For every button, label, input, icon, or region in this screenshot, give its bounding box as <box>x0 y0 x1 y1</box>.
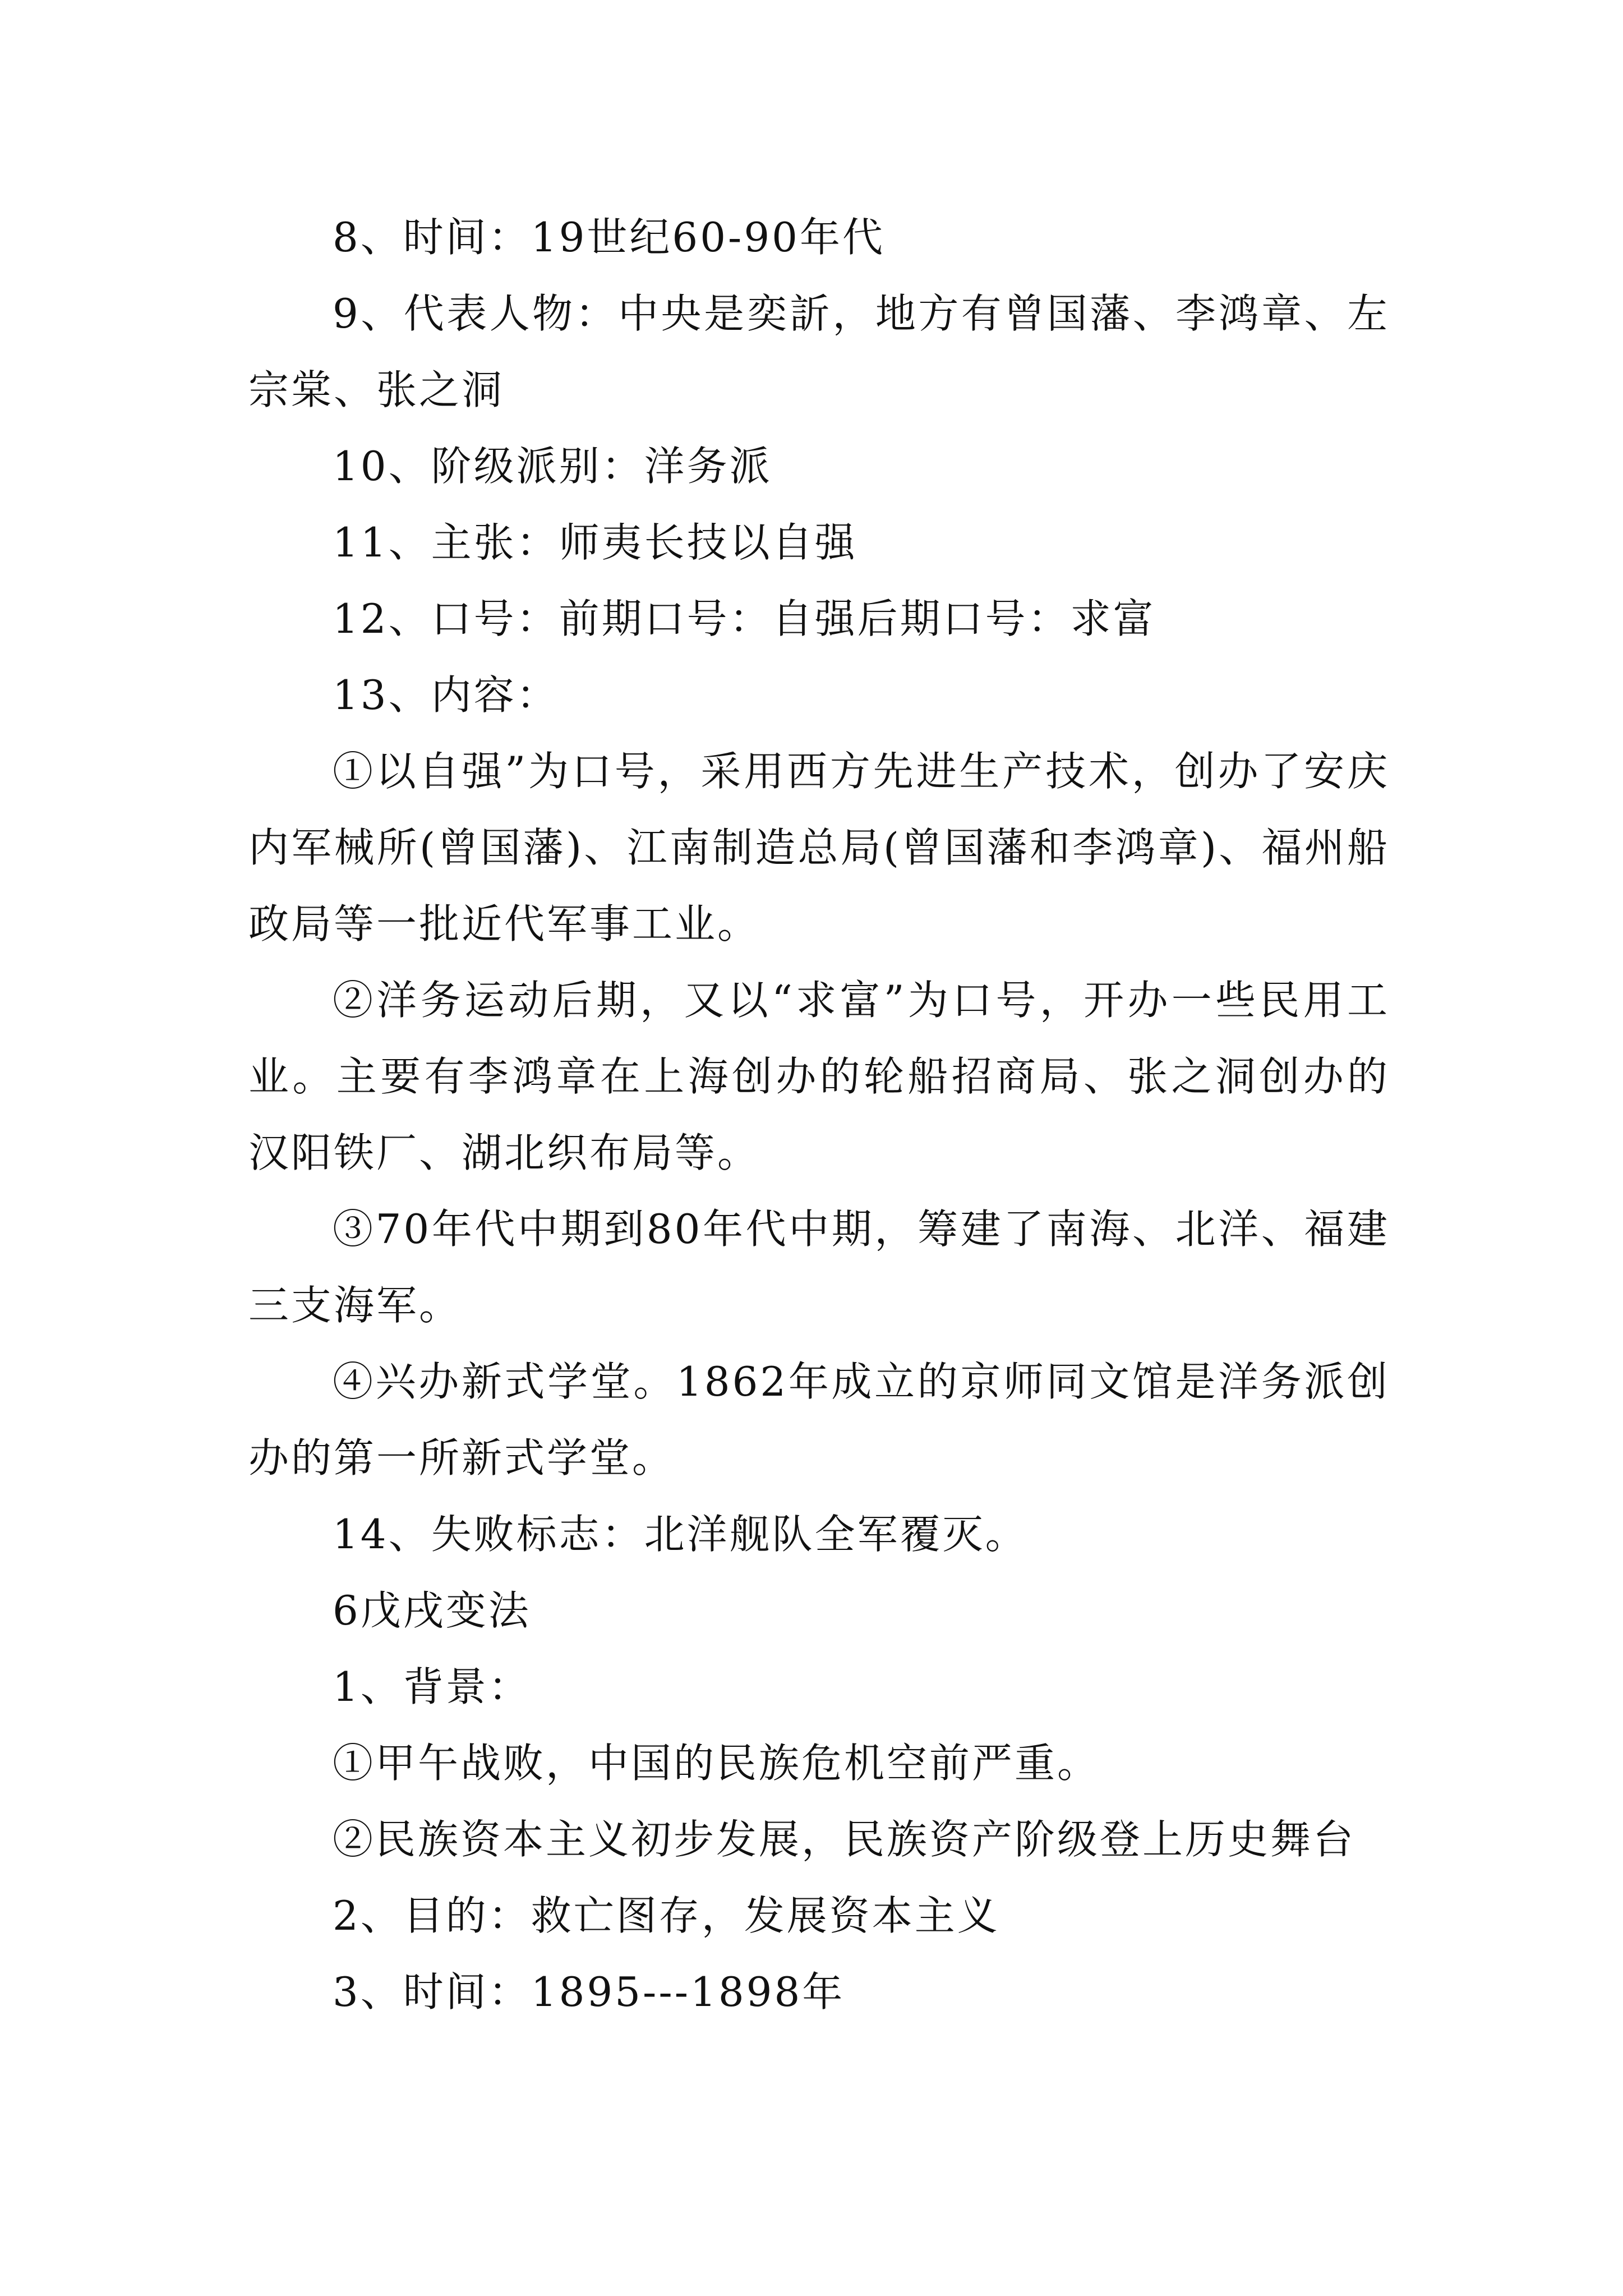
paragraph-purpose: 2、目的：救亡图存，发展资本主义 <box>333 1892 1000 1939</box>
paragraph-content-heading: 13、内容： <box>333 671 559 719</box>
paragraph-representatives: 9、代表人物：中央是奕訢，地方有曾国藩、李鸿章、左宗棠、张之洞 <box>248 290 1390 413</box>
paragraph-reform-time: 3、时间：1895---1898年 <box>333 1968 845 2016</box>
paragraph-content-item-4: ④兴办新式学堂。1862年成立的京师同文馆是洋务派创办的第一所新式学堂。 <box>248 1358 1390 1481</box>
paragraph-time: 8、时间：19世纪60-90年代 <box>333 214 885 261</box>
paragraph-background-heading: 1、背景： <box>333 1663 531 1710</box>
paragraph-faction: 10、阶级派别：洋务派 <box>333 443 772 490</box>
document-body <box>248 199 1390 2030</box>
paragraph-content-item-1: ①以自强”为口号，采用西方先进生产技术，创办了安庆内军械所(曾国藩)、江南制造总局(曾国藩和李鸿章)、福州船政局等一批近代军事工业。 <box>248 748 1390 947</box>
paragraph-background-item-2: ②民族资本主义初步发展，民族资产阶级登上历史舞台 <box>333 1816 1356 1863</box>
paragraph-content-item-3: ③70年代中期到80年代中期，筹建了南海、北洋、福建三支海军。 <box>248 1205 1390 1329</box>
paragraph-proposition: 11、主张：师夷长技以自强 <box>333 519 857 566</box>
paragraph-content-item-2: ②洋务运动后期，又以“求富”为口号，开办一些民用工业。主要有李鸿章在上海创办的轮船招商局、张之洞创办的汉阳铁厂、湖北织布局等。 <box>248 977 1390 1176</box>
section-heading-reform: 6戊戌变法 <box>333 1587 531 1634</box>
paragraph-slogan: 12、口号：前期口号：自强后期口号：求富 <box>333 595 1156 642</box>
paragraph-background-item-1: ①甲午战败，中国的民族危机空前严重。 <box>333 1740 1100 1787</box>
paragraph-failure-sign: 14、失败标志：北洋舰队全军覆灭。 <box>333 1511 1028 1558</box>
